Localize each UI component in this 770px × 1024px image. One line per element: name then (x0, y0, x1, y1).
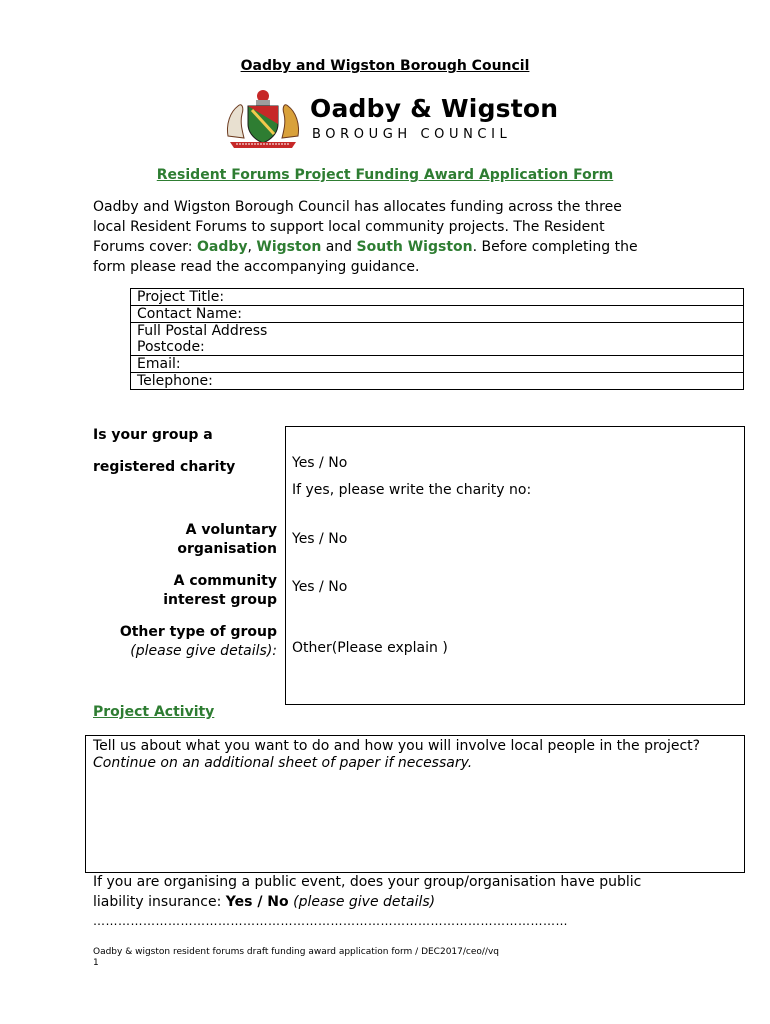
community-question-line2: interest group (163, 592, 277, 608)
coat-of-arms-icon (222, 86, 304, 152)
group-status-answer-box[interactable] (285, 426, 745, 705)
postal-address-label: Full Postal Address (137, 323, 268, 339)
event-details-hint: (please give details) (288, 894, 436, 910)
forum-oadby: Oadby (196, 239, 248, 255)
event-yes-no[interactable]: Yes / No (225, 894, 289, 910)
forum-wigston: Wigston (256, 239, 322, 255)
community-question-line1: A community (173, 573, 277, 589)
charity-number-prompt[interactable]: If yes, please write the charity no: (292, 482, 532, 498)
voluntary-question (93, 521, 277, 559)
other-group-question (93, 623, 277, 661)
telephone-field[interactable]: Telephone: (131, 373, 744, 390)
project-activity-prompt (93, 738, 733, 772)
logo-wordmark: Oadby & Wigston (310, 94, 559, 123)
postcode-label: Postcode: (137, 339, 205, 355)
project-activity-box[interactable] (85, 735, 745, 873)
community-question (93, 572, 277, 610)
voluntary-question-line1: A voluntary (185, 522, 277, 538)
contact-details-table (130, 288, 744, 390)
activity-prompt-text: Tell us about what you want to do and how you will involve local people in the project? (93, 738, 701, 754)
form-title: Resident Forums Project Funding Award Application Form (156, 167, 614, 183)
email-field[interactable]: Email: (131, 356, 744, 373)
postal-address-field[interactable] (131, 323, 744, 356)
intro-text: Oadby and Wigston Borough Council has allocates funding across the three local Resident Forums to support local community projects. The Resident Forums cover: (93, 199, 622, 255)
activity-prompt-italic: Continue on an additional sheet of paper if necessary. (93, 755, 473, 771)
project-activity-heading: Project Activity (93, 704, 215, 720)
charity-question-line1: Is your group a (93, 427, 213, 443)
intro-separator: and (321, 239, 357, 255)
other-group-line2: (please give details): (130, 643, 277, 659)
intro-text: . Before completing the form please read the accompanying guidance. (93, 239, 638, 275)
logo-subtitle: BOROUGH COUNCIL (312, 127, 512, 142)
council-logo (222, 86, 562, 152)
council-heading: Oadby and Wigston Borough Council (240, 58, 530, 74)
contact-name-field[interactable]: Contact Name: (131, 306, 744, 323)
other-answer[interactable]: Other(Please explain ) (292, 640, 448, 656)
voluntary-question-line2: organisation (177, 541, 277, 557)
charity-question-line2: registered charity (93, 459, 236, 475)
community-answer[interactable]: Yes / No (292, 579, 348, 595)
project-title-field[interactable]: Project Title: (131, 289, 744, 306)
other-group-line1: Other type of group (119, 624, 277, 640)
charity-answer[interactable]: Yes / No (292, 455, 348, 471)
intro-separator: , (247, 239, 257, 255)
forum-south-wigston: South Wigston (356, 239, 473, 255)
event-details-line[interactable]: …………………………………………………………………………………………………… (93, 914, 568, 928)
intro-paragraph (93, 197, 653, 277)
page-number: 1 (93, 958, 99, 968)
footer-reference: Oadby & wigston resident forums draft funding award application form / DEC2017/ceo//vq (93, 947, 500, 957)
public-liability-question (93, 872, 693, 912)
page-footer (93, 947, 499, 969)
voluntary-answer[interactable]: Yes / No (292, 531, 348, 547)
event-question-text: If you are organising a public event, does your group/organisation have public liability insurance: (93, 874, 642, 910)
